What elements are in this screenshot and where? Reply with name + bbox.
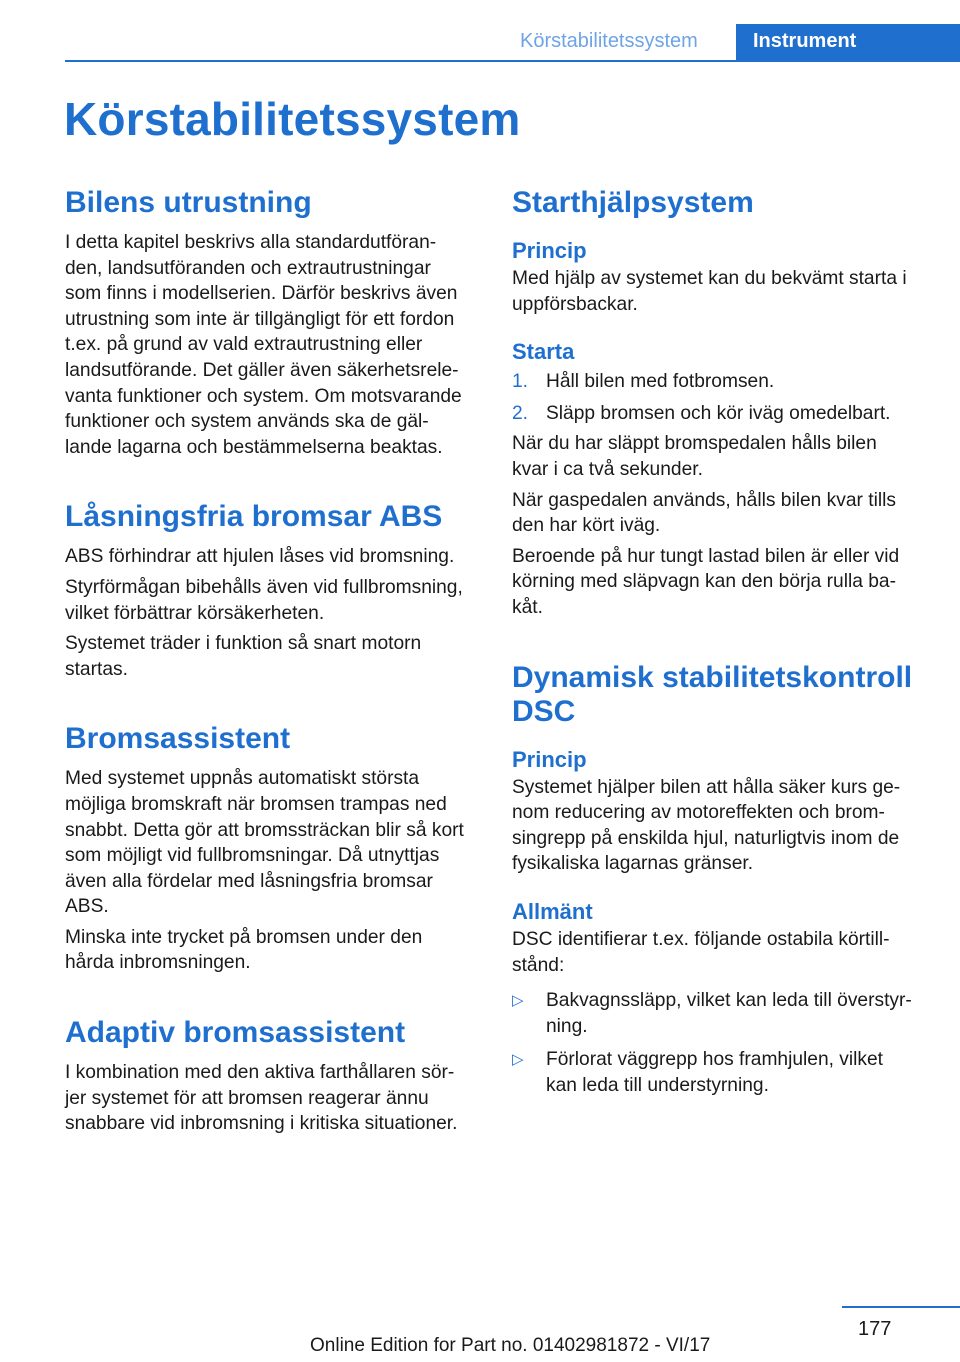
- header-chapter-tab[interactable]: Instrument: [736, 24, 960, 62]
- text-line: körning med släpvagn kan den börja rulla ba‐: [512, 571, 896, 593]
- text-line: funktioner och system används ska de gäl‐: [65, 411, 429, 433]
- list-item: [512, 369, 932, 395]
- text-line: När gaspedalen används, hålls bilen kvar tills: [512, 489, 896, 511]
- text-line: utrustning som inte är tillgängligt för ett fordon: [65, 308, 455, 330]
- heading-hill-start: Starthjälpsystem: [512, 186, 754, 219]
- text-line: den, landsutföranden och extrautrustningar: [65, 257, 431, 279]
- text-line: Systemet träder i funktion så snart motorn: [65, 633, 422, 655]
- text-line: lande lagarna och bestämmelserna beaktas.: [65, 436, 443, 458]
- text-line: snabbare vid inbromsning i kritiska situationer.: [65, 1113, 458, 1135]
- text-line: singrepp på enskilda hjul, naturligtvis inom de: [512, 827, 900, 849]
- hill-start-principle-paragraph: [512, 266, 932, 317]
- start-steps-list: [512, 369, 932, 426]
- step-number: 2.: [512, 402, 529, 424]
- heading-abs: Låsningsfria bromsar ABS: [65, 500, 443, 534]
- section-brake-assist: [65, 722, 485, 976]
- heading-general: Allmänt: [512, 898, 593, 924]
- hill-start-paragraph-1: [512, 431, 932, 482]
- text-line: som möjligt vid fullbromsningar. Då utnyttjas: [65, 845, 440, 867]
- text-line: kvar i ca två sekunder.: [512, 458, 703, 480]
- text-line: snabbt. Detta gör att bromssträckan blir så kort: [65, 819, 464, 841]
- text-line: Med hjälp av systemet kan du bekvämt starta i: [512, 268, 907, 289]
- text-line: När du har släppt bromspedalen hålls bilen: [512, 433, 877, 455]
- brake-assist-paragraph-1: [65, 766, 485, 920]
- page-number: 177: [858, 1318, 892, 1340]
- equipment-paragraph: [65, 230, 485, 460]
- text-line: startas.: [65, 658, 128, 680]
- left-column: [65, 180, 485, 1137]
- text-line: vilket förbättrar körsäkerheten.: [65, 602, 325, 624]
- text-line: Beroende på hur tungt lastad bilen är eller vid: [512, 545, 900, 567]
- bullet-text-line: Bakvagnssläpp, vilket kan leda till överstyr‐: [546, 990, 912, 1012]
- text-line: vanta funktioner och system. Om motsvarande: [65, 385, 462, 407]
- section-hill-start: [512, 186, 932, 621]
- text-line: t.ex. på grund av vald extrautrustning eller: [65, 334, 423, 356]
- triangle-bullet-icon: ▷: [512, 1051, 524, 1069]
- text-line: som finns i modellserien. Därför beskrivs även: [65, 283, 458, 305]
- text-line: I kombination med den aktiva farthållaren sör‐: [65, 1062, 455, 1084]
- hill-start-paragraph-3: [512, 544, 932, 621]
- text-line: hårda inbromsningen.: [65, 952, 251, 974]
- text-line: ABS förhindrar att hjulen låses vid bromsning.: [65, 546, 455, 568]
- text-line: Styrförmågan bibehålls även vid fullbromsning,: [65, 576, 463, 598]
- page-title: Körstabilitetssystem: [64, 93, 521, 145]
- footer-rule: [842, 1306, 960, 1308]
- dsc-general-paragraph: [512, 927, 932, 978]
- bullet-text-line: kan leda till understyrning.: [546, 1074, 769, 1096]
- text-line: fysikaliska lagarnas gränser.: [512, 853, 754, 875]
- text-line: Med systemet uppnås automatiskt största: [65, 768, 420, 790]
- text-line: uppförsbackar.: [512, 293, 638, 315]
- text-line: ABS.: [65, 896, 109, 918]
- text-line: Minska inte trycket på bromsen under den: [65, 926, 423, 948]
- section-abs: [65, 500, 485, 682]
- abs-paragraph-3: [65, 631, 485, 682]
- brake-assist-paragraph-2: [65, 925, 485, 976]
- heading-adaptive-brake-assist: Adaptiv bromsassistent: [65, 1016, 406, 1050]
- list-item: [512, 988, 932, 1039]
- heading-principle: Princip: [512, 238, 587, 263]
- list-item: [512, 1047, 932, 1098]
- dsc-principle-paragraph: [512, 775, 932, 877]
- abs-paragraph-1: [65, 544, 485, 570]
- text-line: landsutförande. Det gäller även säkerhetsrele‐: [65, 359, 459, 381]
- text-line: DSC identifierar t.ex. följande ostabila körtill‐: [512, 928, 890, 950]
- text-line: I detta kapitel beskrivs alla standardutföran‐: [65, 232, 437, 253]
- text-line: möjliga bromskraft när bromsen trampas ned: [65, 793, 447, 815]
- list-item: [512, 401, 932, 427]
- heading-dsc: [512, 661, 932, 729]
- bullet-text-line: Förlorat väggrepp hos framhjulen, vilket: [546, 1049, 884, 1071]
- adaptive-paragraph: [65, 1060, 485, 1137]
- abs-paragraph-2: [65, 575, 485, 626]
- heading-start: Starta: [512, 339, 575, 365]
- header-section-title: Körstabilitetssystem: [520, 30, 698, 52]
- heading-brake-assist: Bromsassistent: [65, 722, 291, 756]
- triangle-bullet-icon: ▷: [512, 992, 524, 1010]
- step-text: Släpp bromsen och kör iväg omedelbart.: [546, 402, 891, 424]
- bullet-text-line: ning.: [546, 1015, 588, 1037]
- step-number: 1.: [512, 371, 529, 393]
- text-line: nom reducering av motoreffekten och brom‐: [512, 802, 885, 824]
- dsc-bullet-list: [512, 988, 932, 1098]
- section-vehicle-equipment: [65, 186, 485, 460]
- section-dsc: [512, 661, 932, 1099]
- step-text: Håll bilen med fotbromsen.: [546, 371, 775, 393]
- heading-line: DSC: [512, 694, 576, 728]
- heading-principle: Princip: [512, 746, 587, 772]
- hill-start-paragraph-2: [512, 488, 932, 539]
- text-line: stånd:: [512, 954, 565, 976]
- heading-vehicle-equipment: Bilens utrustning: [65, 186, 312, 219]
- text-line: jer systemet för att bromsen reagerar ännu: [65, 1087, 429, 1109]
- text-line: även alla fördelar med låsningsfria bromsar: [65, 870, 433, 892]
- right-column: [512, 180, 932, 1098]
- text-line: den har kört iväg.: [512, 515, 661, 537]
- heading-line: Dynamisk stabilitetskontroll: [512, 660, 913, 694]
- section-adaptive-brake-assist: [65, 1016, 485, 1137]
- text-line: kåt.: [512, 596, 543, 618]
- text-line: Systemet hjälper bilen att hålla säker kurs ge‐: [512, 776, 901, 798]
- header-rule: [65, 60, 960, 62]
- footer-edition: Online Edition for Part no. 01402981872 - VI/17: [310, 1335, 711, 1356]
